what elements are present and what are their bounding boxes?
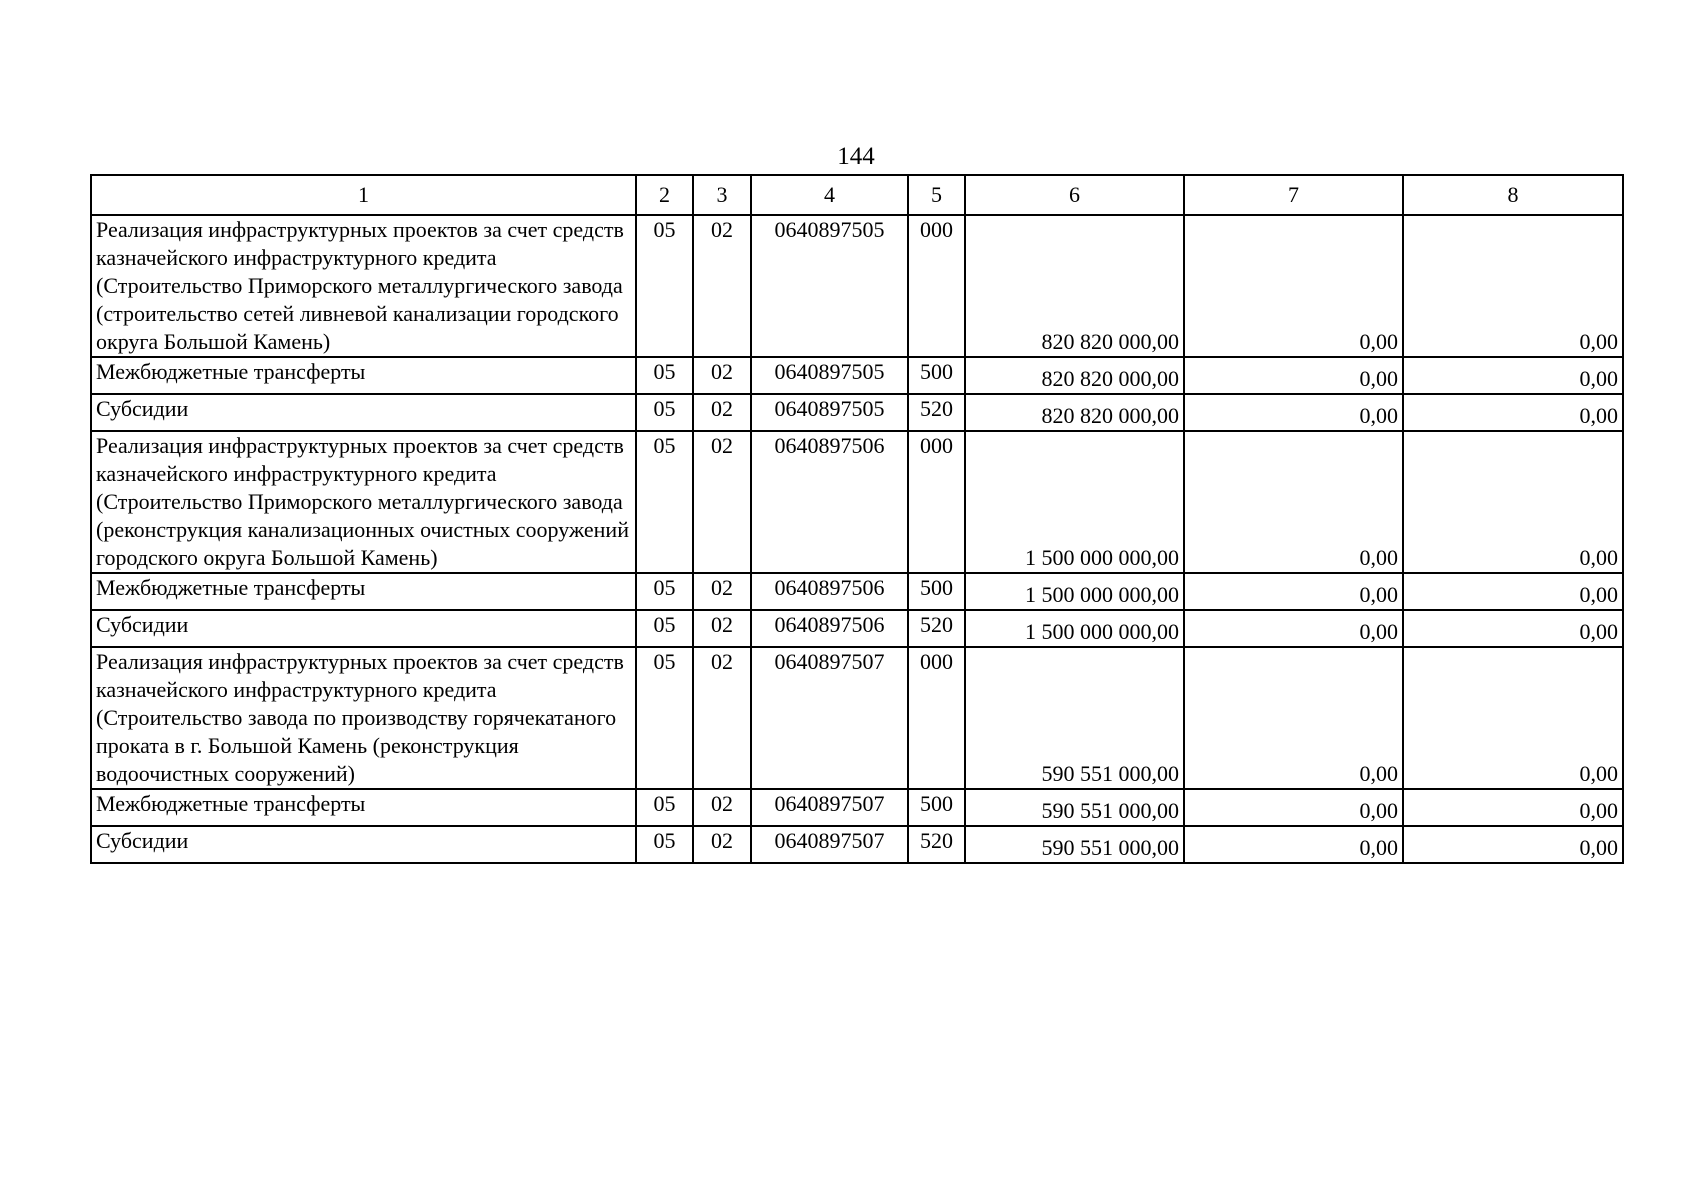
row-subsection: 02: [693, 431, 751, 573]
row-target-code: 0640897505: [751, 357, 908, 394]
row-amount-col8: 0,00: [1403, 573, 1623, 610]
row-amount-col6: 820 820 000,00: [965, 394, 1184, 431]
row-amount-col7: 0,00: [1184, 357, 1403, 394]
table-row: [91, 394, 1623, 431]
row-subsection: 02: [693, 647, 751, 789]
table-row: [91, 789, 1623, 826]
row-name: Реализация инфраструктурных проектов за счет средств казначейского инфраструктурного кредита (Строительство Приморского металлургического завода (реконструкция канализационных очистных сооружений городского округа Большой Камень): [91, 431, 636, 573]
row-target-code: 0640897506: [751, 431, 908, 573]
row-section: 05: [636, 789, 693, 826]
row-expense-type: 000: [908, 431, 965, 573]
row-section: 05: [636, 573, 693, 610]
row-amount-col8: 0,00: [1403, 431, 1623, 573]
row-subsection: 02: [693, 826, 751, 863]
row-amount-col6: 590 551 000,00: [965, 647, 1184, 789]
row-expense-type: 520: [908, 826, 965, 863]
row-amount-col7: 0,00: [1184, 431, 1403, 573]
row-name: Межбюджетные трансферты: [91, 357, 636, 394]
header-col-6: 6: [965, 175, 1184, 215]
row-amount-col6: 1 500 000 000,00: [965, 431, 1184, 573]
row-target-code: 0640897507: [751, 647, 908, 789]
table-row: [91, 826, 1623, 863]
row-name: Реализация инфраструктурных проектов за счет средств казначейского инфраструктурного кредита (Строительство Приморского металлургического завода (строительство сетей ливневой канализации городского округа Большой Камень): [91, 215, 636, 357]
row-amount-col7: 0,00: [1184, 573, 1403, 610]
row-name: Реализация инфраструктурных проектов за счет средств казначейского инфраструктурного кредита (Строительство завода по производству горячекатаного проката в г. Большой Камень (реконструкция водоочистных сооружений): [91, 647, 636, 789]
row-section: 05: [636, 215, 693, 357]
row-amount-col6: 820 820 000,00: [965, 357, 1184, 394]
row-amount-col6: 1 500 000 000,00: [965, 610, 1184, 647]
row-amount-col6: 590 551 000,00: [965, 826, 1184, 863]
row-amount-col8: 0,00: [1403, 215, 1623, 357]
row-amount-col7: 0,00: [1184, 610, 1403, 647]
row-section: 05: [636, 647, 693, 789]
row-target-code: 0640897506: [751, 610, 908, 647]
row-amount-col6: 1 500 000 000,00: [965, 573, 1184, 610]
row-amount-col8: 0,00: [1403, 789, 1623, 826]
table-row: [91, 610, 1623, 647]
header-col-1: 1: [91, 175, 636, 215]
row-amount-col8: 0,00: [1403, 394, 1623, 431]
row-amount-col8: 0,00: [1403, 357, 1623, 394]
row-target-code: 0640897505: [751, 394, 908, 431]
row-section: 05: [636, 610, 693, 647]
table-row: [91, 647, 1623, 789]
row-expense-type: 500: [908, 357, 965, 394]
page-number: 144: [837, 143, 875, 170]
row-name: Субсидии: [91, 826, 636, 863]
row-amount-col7: 0,00: [1184, 394, 1403, 431]
row-expense-type: 500: [908, 789, 965, 826]
row-target-code: 0640897505: [751, 215, 908, 357]
row-section: 05: [636, 394, 693, 431]
row-name: Межбюджетные трансферты: [91, 789, 636, 826]
row-subsection: 02: [693, 610, 751, 647]
row-subsection: 02: [693, 394, 751, 431]
row-expense-type: 520: [908, 394, 965, 431]
row-amount-col7: 0,00: [1184, 789, 1403, 826]
table-row: [91, 573, 1623, 610]
row-amount-col8: 0,00: [1403, 826, 1623, 863]
row-name: Субсидии: [91, 610, 636, 647]
header-col-2: 2: [636, 175, 693, 215]
row-subsection: 02: [693, 573, 751, 610]
row-target-code: 0640897507: [751, 826, 908, 863]
header-col-7: 7: [1184, 175, 1403, 215]
row-section: 05: [636, 357, 693, 394]
header-col-3: 3: [693, 175, 751, 215]
table-row: [91, 431, 1623, 573]
budget-table: [90, 174, 1624, 864]
row-amount-col6: 820 820 000,00: [965, 215, 1184, 357]
row-expense-type: 000: [908, 215, 965, 357]
row-section: 05: [636, 826, 693, 863]
row-subsection: 02: [693, 357, 751, 394]
row-amount-col7: 0,00: [1184, 215, 1403, 357]
row-amount-col6: 590 551 000,00: [965, 789, 1184, 826]
header-col-8: 8: [1403, 175, 1623, 215]
row-amount-col7: 0,00: [1184, 647, 1403, 789]
table-row: [91, 357, 1623, 394]
header-col-4: 4: [751, 175, 908, 215]
header-row: [91, 175, 1623, 215]
row-target-code: 0640897506: [751, 573, 908, 610]
row-amount-col8: 0,00: [1403, 647, 1623, 789]
row-expense-type: 520: [908, 610, 965, 647]
row-section: 05: [636, 431, 693, 573]
row-subsection: 02: [693, 215, 751, 357]
row-expense-type: 500: [908, 573, 965, 610]
table-row: [91, 215, 1623, 357]
row-name: Субсидии: [91, 394, 636, 431]
row-subsection: 02: [693, 789, 751, 826]
row-amount-col7: 0,00: [1184, 826, 1403, 863]
header-col-5: 5: [908, 175, 965, 215]
row-name: Межбюджетные трансферты: [91, 573, 636, 610]
row-target-code: 0640897507: [751, 789, 908, 826]
row-expense-type: 000: [908, 647, 965, 789]
row-amount-col8: 0,00: [1403, 610, 1623, 647]
